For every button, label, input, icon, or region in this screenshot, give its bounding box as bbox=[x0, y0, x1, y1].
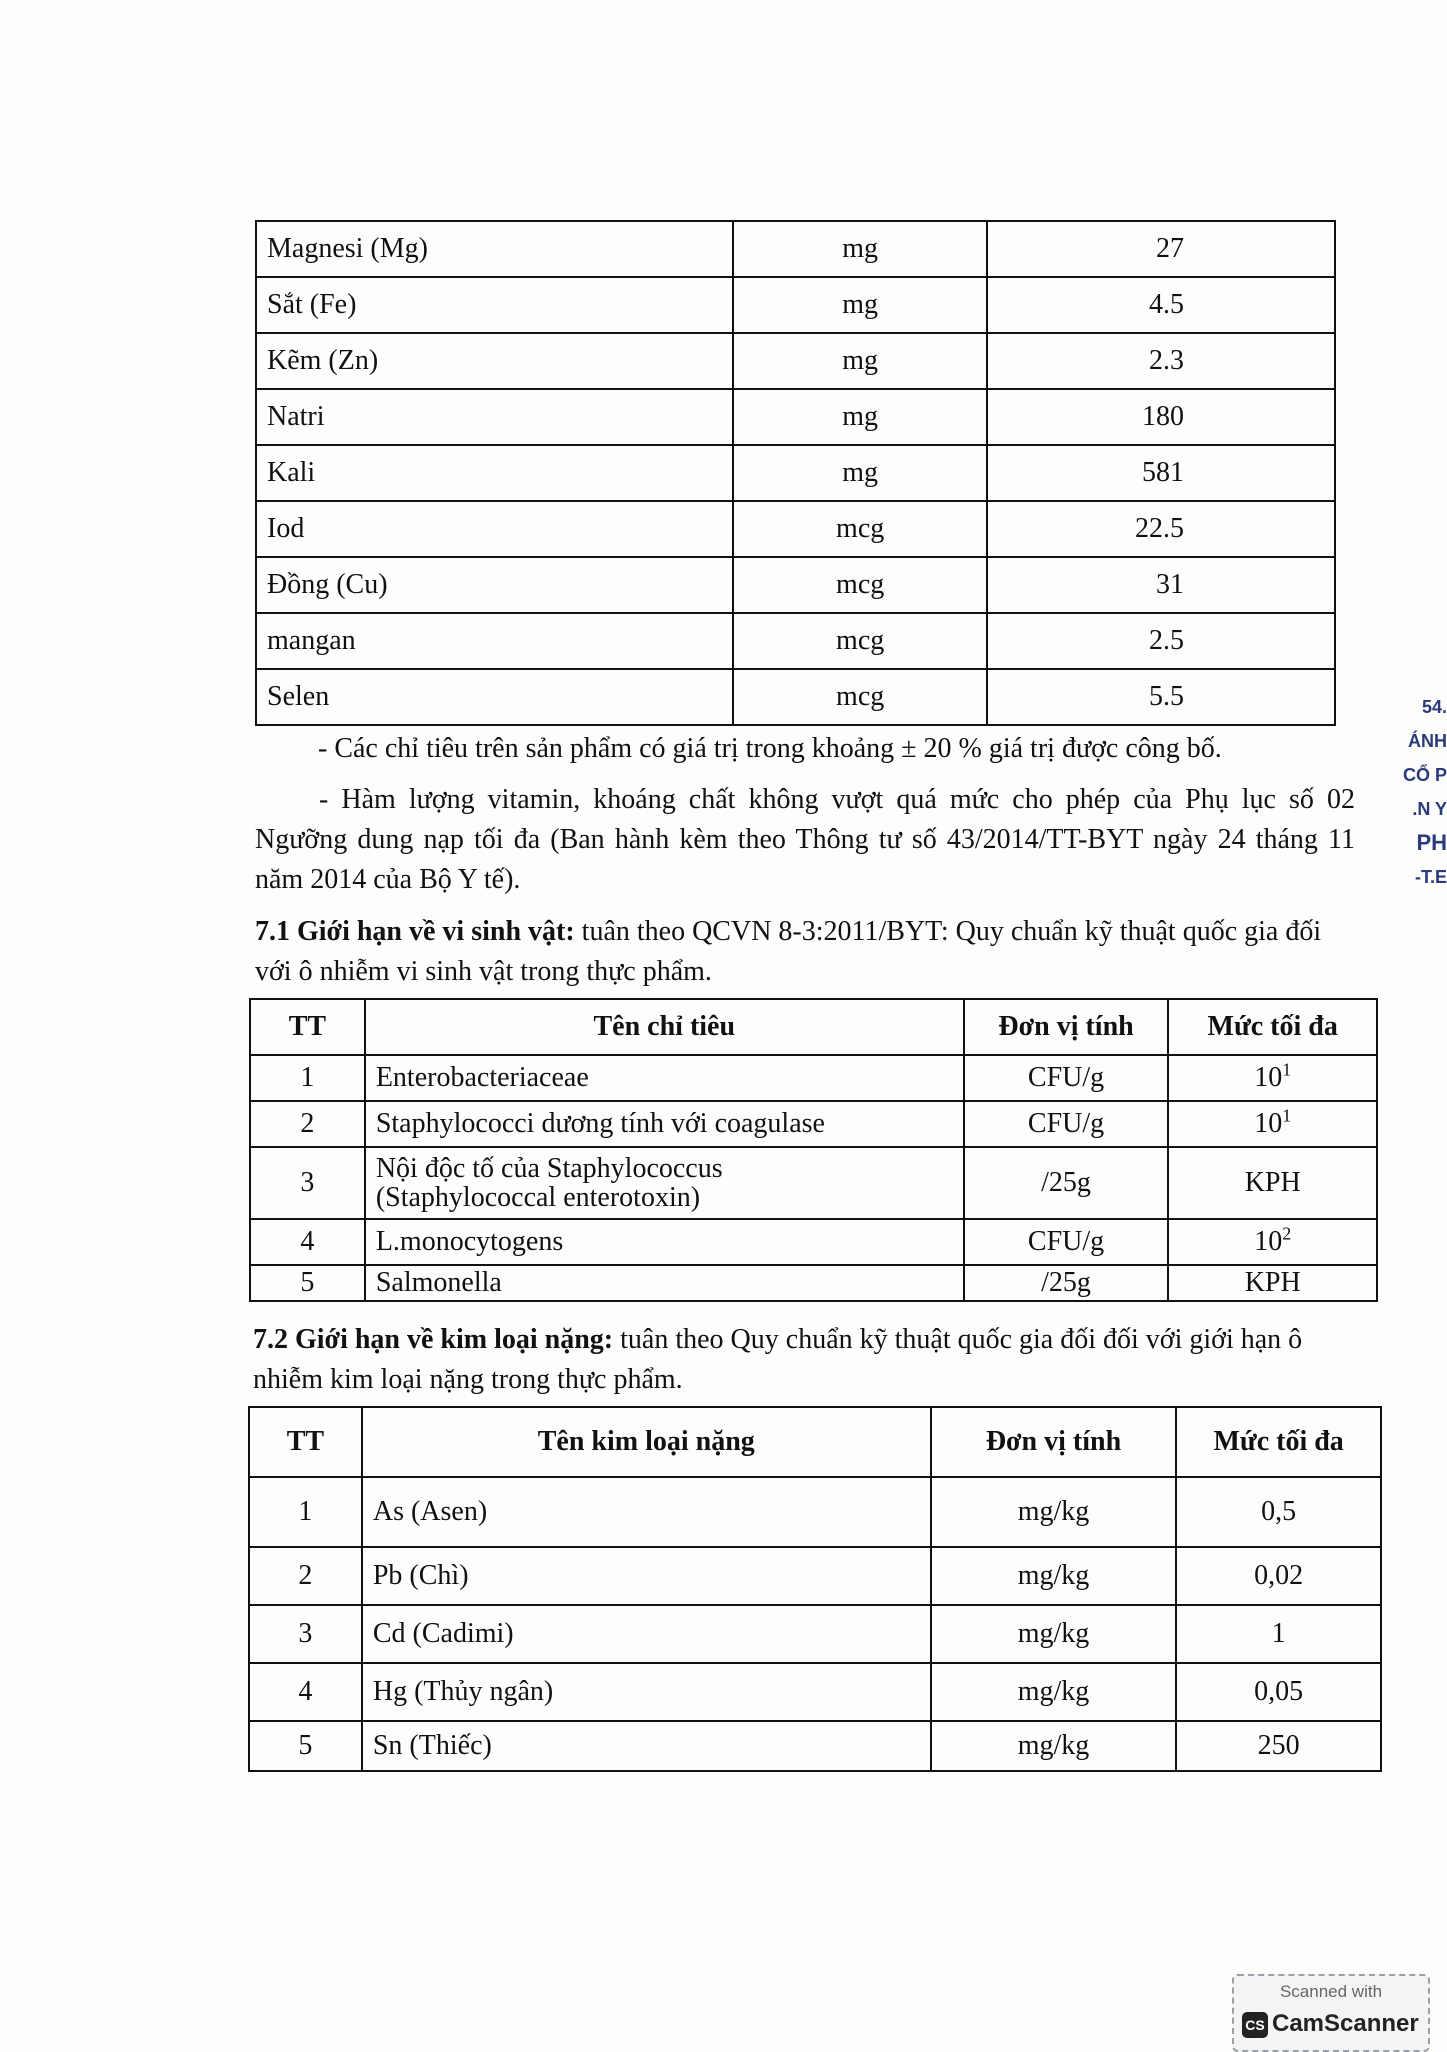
col-header-unit: Đơn vị tính bbox=[964, 999, 1169, 1055]
row-max: 250 bbox=[1176, 1721, 1381, 1771]
row-max-exp: 2 bbox=[1282, 1223, 1292, 1244]
table-row bbox=[256, 277, 1335, 333]
row-tt: 2 bbox=[249, 1547, 362, 1605]
table-header-row bbox=[249, 1407, 1381, 1477]
row-unit: CFU/g bbox=[964, 1219, 1169, 1265]
row-max bbox=[1168, 1265, 1377, 1301]
table-row bbox=[249, 1477, 1381, 1547]
table-row bbox=[249, 1663, 1381, 1721]
row-unit: mg/kg bbox=[931, 1663, 1177, 1721]
camscanner-watermark bbox=[1232, 1974, 1430, 2052]
table-row bbox=[250, 1219, 1377, 1265]
table-row bbox=[256, 669, 1335, 725]
col-header-name: Tên chỉ tiêu bbox=[365, 999, 964, 1055]
table-row bbox=[256, 389, 1335, 445]
row-max bbox=[1168, 1219, 1377, 1265]
row-max-base: KPH bbox=[1244, 1167, 1301, 1199]
scanned-with-label: Scanned with bbox=[1279, 1982, 1383, 2001]
camscanner-brand bbox=[1242, 2010, 1419, 2038]
microbiology-table bbox=[249, 998, 1378, 1302]
stamp-line: ÁNH bbox=[1408, 731, 1447, 751]
row-max-exp: 1 bbox=[1282, 1059, 1292, 1080]
section-7-1-text: tuân theo QCVN 8-3:2011/BYT: Quy chuẩn kỹ thuật quốc gia đối với ô nhiễm vi sinh vật trong thực phẩm. bbox=[255, 916, 1322, 987]
row-tt: 3 bbox=[250, 1147, 365, 1219]
row-name bbox=[365, 1147, 964, 1219]
row-tt: 1 bbox=[250, 1055, 365, 1101]
col-header-name: Tên kim loại nặng bbox=[362, 1407, 931, 1477]
mineral-unit: mg bbox=[733, 445, 987, 501]
row-max: 0,02 bbox=[1176, 1547, 1381, 1605]
stamp-line: -T.E bbox=[1414, 867, 1447, 887]
mineral-value: 22.5 bbox=[987, 501, 1335, 557]
mineral-name: Kẽm (Zn) bbox=[256, 333, 733, 389]
row-name: Pb (Chì) bbox=[362, 1547, 931, 1605]
table-row bbox=[250, 1147, 1377, 1219]
row-unit: mg/kg bbox=[931, 1547, 1177, 1605]
mineral-name: Magnesi (Mg) bbox=[256, 221, 733, 277]
section-7-1 bbox=[255, 912, 1355, 992]
row-max bbox=[1168, 1101, 1377, 1147]
row-max-base: 10 bbox=[1254, 1108, 1283, 1140]
mineral-name: mangan bbox=[256, 613, 733, 669]
table-row bbox=[256, 557, 1335, 613]
table-row bbox=[256, 501, 1335, 557]
mineral-value: 4.5 bbox=[987, 277, 1335, 333]
mineral-value: 5.5 bbox=[987, 669, 1335, 725]
mineral-unit: mg bbox=[733, 389, 987, 445]
section-7-2-heading: 7.2 Giới hạn về kim loại nặng: bbox=[253, 1324, 614, 1355]
note-tolerance: - Các chỉ tiêu trên sản phẩm có giá trị trong khoảng ± 20 % giá trị được công bố. bbox=[318, 733, 1222, 764]
table-row bbox=[250, 1101, 1377, 1147]
row-tt: 5 bbox=[249, 1721, 362, 1771]
mineral-unit: mcg bbox=[733, 501, 987, 557]
mineral-table bbox=[255, 220, 1336, 726]
row-unit: /25g bbox=[964, 1147, 1169, 1219]
mineral-value: 581 bbox=[987, 445, 1335, 501]
stamp-line: PH bbox=[1416, 830, 1447, 855]
table-row bbox=[256, 445, 1335, 501]
mineral-name: Natri bbox=[256, 389, 733, 445]
row-name: Salmonella bbox=[365, 1265, 964, 1301]
table-row bbox=[250, 1055, 1377, 1101]
section-7-2-text: tuân theo Quy chuẩn kỹ thuật quốc gia đối đối với giới hạn ô nhiễm kim loại nặng trong thực phẩm. bbox=[253, 1324, 1303, 1395]
mineral-unit: mg bbox=[733, 221, 987, 277]
table-row bbox=[250, 1265, 1377, 1301]
row-tt: 2 bbox=[250, 1101, 365, 1147]
row-max: 1 bbox=[1176, 1605, 1381, 1663]
table-row bbox=[256, 613, 1335, 669]
row-name: Enterobacteriaceae bbox=[365, 1055, 964, 1101]
row-unit: CFU/g bbox=[964, 1055, 1169, 1101]
mineral-value: 31 bbox=[987, 557, 1335, 613]
row-name: Staphylococci dương tính với coagulase bbox=[365, 1101, 964, 1147]
mineral-unit: mcg bbox=[733, 669, 987, 725]
camscanner-logo-icon: CS bbox=[1242, 2012, 1268, 2038]
section-7-2 bbox=[253, 1320, 1363, 1400]
row-max-base: 10 bbox=[1254, 1062, 1283, 1094]
row-max-exp: 1 bbox=[1282, 1105, 1292, 1126]
col-header-unit: Đơn vị tính bbox=[931, 1407, 1177, 1477]
row-name: Cd (Cadimi) bbox=[362, 1605, 931, 1663]
col-header-tt: TT bbox=[250, 999, 365, 1055]
col-header-max: Mức tối đa bbox=[1168, 999, 1377, 1055]
mineral-unit: mg bbox=[733, 333, 987, 389]
camscanner-brand-label: CamScanner bbox=[1272, 2010, 1419, 2037]
table-row bbox=[256, 333, 1335, 389]
row-name: L.monocytogens bbox=[365, 1219, 964, 1265]
mineral-name: Selen bbox=[256, 669, 733, 725]
col-header-max: Mức tối đa bbox=[1176, 1407, 1381, 1477]
mineral-name: Kali bbox=[256, 445, 733, 501]
mineral-name: Iod bbox=[256, 501, 733, 557]
stamp-line: 54. bbox=[1421, 697, 1447, 717]
table-row bbox=[249, 1605, 1381, 1663]
row-unit: CFU/g bbox=[964, 1101, 1169, 1147]
row-max-base: KPH bbox=[1244, 1267, 1301, 1299]
mineral-unit: mcg bbox=[733, 557, 987, 613]
row-tt: 3 bbox=[249, 1605, 362, 1663]
heavy-metal-table bbox=[248, 1406, 1382, 1772]
table-row bbox=[249, 1721, 1381, 1771]
row-tt: 4 bbox=[250, 1219, 365, 1265]
col-header-tt: TT bbox=[249, 1407, 362, 1477]
row-max bbox=[1168, 1147, 1377, 1219]
mineral-name: Đồng (Cu) bbox=[256, 557, 733, 613]
row-tt: 5 bbox=[250, 1265, 365, 1301]
row-name-line1: Nội độc tố của Staphylococcus bbox=[375, 1152, 723, 1184]
row-unit: /25g bbox=[964, 1265, 1169, 1301]
stamp-line: .N Y bbox=[1412, 799, 1447, 819]
mineral-value: 2.3 bbox=[987, 333, 1335, 389]
row-unit: mg/kg bbox=[931, 1721, 1177, 1771]
row-name-line2: (Staphylococcal enterotoxin) bbox=[375, 1182, 701, 1213]
note-vitamin-limit: - Hàm lượng vitamin, khoáng chất không vượt quá mức cho phép của Phụ lục số 02 Ngưỡng dung nạp tối đa (Ban hành kèm theo Thông tư số 43/2014/TT-BYT ngày 24 tháng 11 năm 2014 của Bộ Y tế). bbox=[255, 784, 1355, 895]
row-max: 0,5 bbox=[1176, 1477, 1381, 1547]
row-name: Sn (Thiếc) bbox=[362, 1721, 931, 1771]
company-stamp bbox=[1403, 690, 1447, 894]
stamp-line: CỔ P bbox=[1403, 765, 1447, 785]
row-unit: mg/kg bbox=[931, 1605, 1177, 1663]
row-tt: 4 bbox=[249, 1663, 362, 1721]
section-7-1-heading: 7.1 Giới hạn về vi sinh vật: bbox=[255, 916, 575, 947]
row-max bbox=[1168, 1055, 1377, 1101]
mineral-unit: mg bbox=[733, 277, 987, 333]
mineral-unit: mcg bbox=[733, 613, 987, 669]
row-max-base: 10 bbox=[1254, 1226, 1283, 1258]
table-row bbox=[249, 1547, 1381, 1605]
row-unit: mg/kg bbox=[931, 1477, 1177, 1547]
mineral-name: Sắt (Fe) bbox=[256, 277, 733, 333]
row-max: 0,05 bbox=[1176, 1663, 1381, 1721]
mineral-value: 2.5 bbox=[987, 613, 1335, 669]
row-tt: 1 bbox=[249, 1477, 362, 1547]
table-header-row bbox=[250, 999, 1377, 1055]
row-name: Hg (Thủy ngân) bbox=[362, 1663, 931, 1721]
mineral-value: 27 bbox=[987, 221, 1335, 277]
table-row bbox=[256, 221, 1335, 277]
row-name: As (Asen) bbox=[362, 1477, 931, 1547]
mineral-value: 180 bbox=[987, 389, 1335, 445]
